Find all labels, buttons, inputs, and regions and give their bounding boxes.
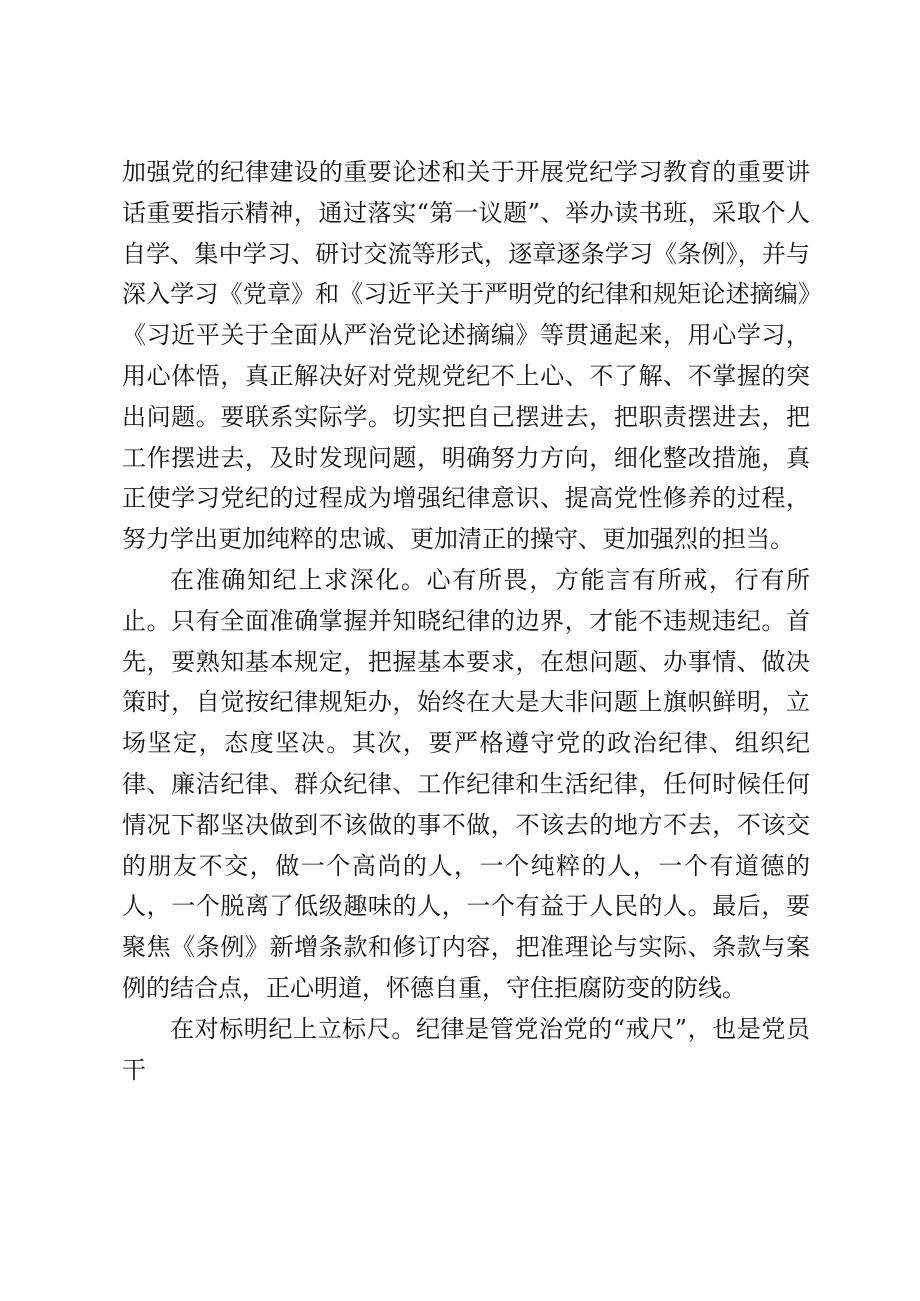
paragraph-2: 在准确知纪上求深化。心有所畏，方能言有所戒，行有所止。只有全面准确掌握并知晓纪律的边界，才能不违规违纪。首先，要熟知基本规定，把握基本要求，在想问题、办事情、做决策时，自觉按纪律规矩办，始终在大是大非问题上旗帜鲜明，立场坚定，态度坚决。其次，要严格遵守党的政治纪律、组织纪律、廉洁纪律、群众纪律、工作纪律和生活纪律，任何时候任何情况下都坚决做到不该做的事不做，不该去的地方不去，不该交的朋友不交，做一个高尚的人，一个纯粹的人，一个有道德的人，一个脱离了低级趣味的人，一个有益于人民的人。最后，要聚焦《条例》新增条款和修订内容，把准理论与实际、条款与案例的结合点，正心明道，怀德自重，守住拒腐防变的防线。: [122, 565, 810, 1002]
paragraph-3: 在对标明纪上立标尺。纪律是管党治党的“戒尺”，也是党员干: [122, 1014, 810, 1084]
paragraph-1: 加强党的纪律建设的重要论述和关于开展党纪学习教育的重要讲话重要指示精神，通过落实“第一议题”、举办读书班，采取个人自学、集中学习、研讨交流等形式，逐章逐条学习《条例》，并与深入学习《党章》和《习近平关于严明党的纪律和规矩论述摘编》《习近平关于全面从严治党论述摘编》等贯通起来，用心学习，用心体悟，真正解决好对党规党纪不上心、不了解、不掌握的突出问题。要联系实际学。切实把自己摆进去，把职责摆进去，把工作摆进去，及时发现问题，明确努力方向，细化整改措施，真正使学习党纪的过程成为增强纪律意识、提高党性修养的过程，努力学出更加纯粹的忠诚、更加清正的操守、更加强烈的担当。: [122, 158, 810, 554]
document-body: [122, 152, 810, 1090]
